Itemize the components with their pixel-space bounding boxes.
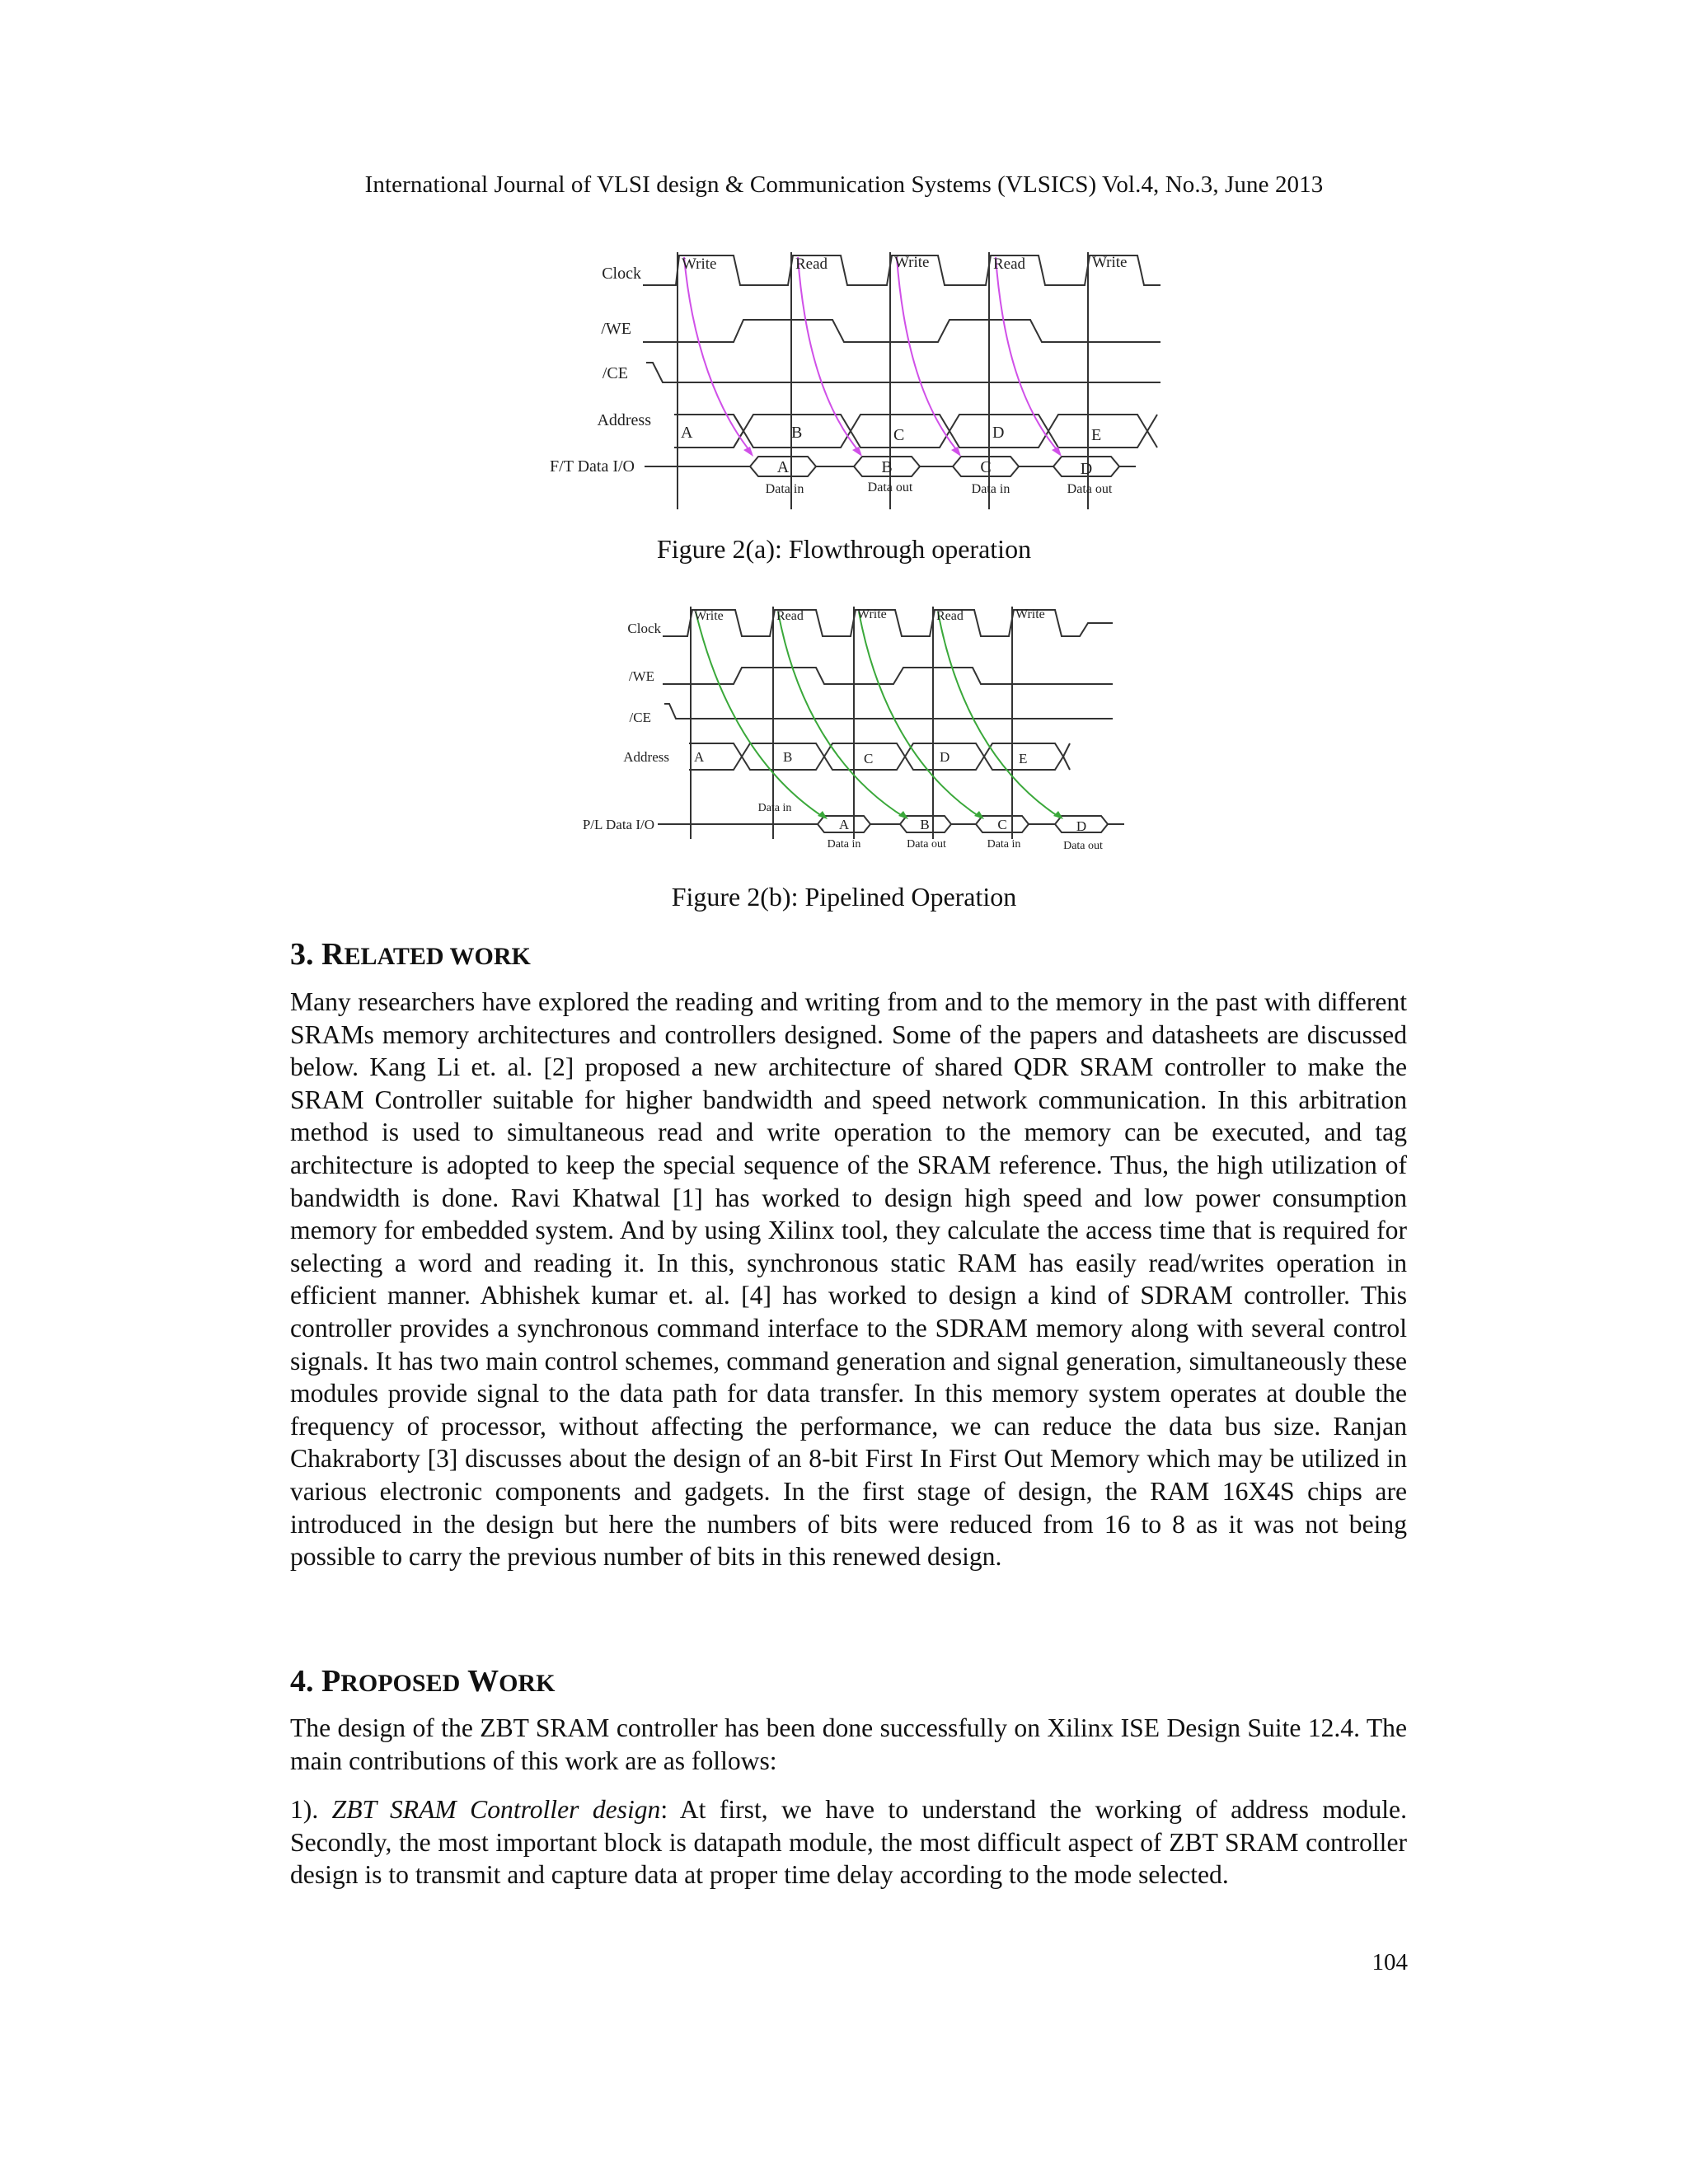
data-direction-label: Data in <box>987 838 1021 851</box>
figure-2b-timing-diagram <box>577 602 1137 857</box>
data-direction-label: Data out <box>1063 840 1103 852</box>
data-direction-label: Data out <box>907 838 946 851</box>
cycle-label: Write <box>857 607 887 621</box>
item-text: : At first, we have to understand the working of address module. Secondly, the most important block is datapath module, the most difficult aspect of ZBT SRAM controller design is to transmit and capture data at proper time delay according to the mode selected. <box>290 1795 1407 1890</box>
figure-2a-caption: Figure 2(a): Flowthrough operation <box>656 534 1032 564</box>
data-direction-label: Data in <box>827 838 861 851</box>
figure-2a-timing-diagram <box>528 246 1170 509</box>
data-cell-label: B <box>881 458 893 476</box>
signal-label-ce: /CE <box>629 710 651 725</box>
section-title-initial: P <box>321 1664 341 1699</box>
cycle-label: Read <box>936 609 964 623</box>
proposed-work-paragraph: The design of the ZBT SRAM controller has been done successfully on Xilinx ISE Design Suite 12.4. The main contributions of this work are as follows: <box>290 1713 1407 1775</box>
address-label: A <box>681 424 693 442</box>
signal-label-we: /WE <box>628 668 654 684</box>
cycle-label: Read <box>776 609 804 623</box>
data-direction-label: Data in <box>765 482 804 496</box>
section-3-heading <box>290 936 531 972</box>
signal-label-data-io: F/T Data I/O <box>550 457 635 476</box>
section-title-rest: ELATED WORK <box>344 943 531 970</box>
data-direction-label: Data out <box>867 480 913 494</box>
related-work-paragraph: Many researchers have explored the reading and writing from and to the memory in the past with different SRAMs memory architectures and controllers designed. Some of the papers and datasheets are discussed below. Kang Li et. al. [2] proposed a new architecture of shared QDR SRAM controller to make the SRAM Controller suitable for higher bandwidth and speed network communication. In this arbitration method is used to simultaneous read and write operation to the memory can be executed, and tag architecture is adopted to keep the special sequence of the SRAM reference. Thus, the high utilization of bandwidth is done. Ravi Khatwal [1] has worked to design high speed and low power consumption memory for embedded system. And by using Xilinx tool, they calculate the access time that is required for selecting a word and reading it. In this, synchronous static RAM has easily read/writes operation in efficient manner. Abhishek kumar et. al. [4] has worked to design a kind of SDRAM controller. This controller provides a synchronous command interface to the SDRAM memory along with several control signals. It has two main control schemes, command generation and signal generation, simultaneously these modules provide signal to the data path for data transfer. In this memory system operates at double the frequency of processor, without affecting the performance, we can reduce the data bus size. Ranjan Chakraborty [3] discusses about the design of an 8-bit First In First Out Memory which may be utilized in various electronic components and gadgets. In the first stage of design, the RAM 16X4S chips are introduced in the design but here the numbers of bits were reduced from 16 to 8 as it was not being possible to carry the previous number of bits in this renewed design. <box>290 987 1407 1572</box>
item-number: 1). <box>290 1795 319 1824</box>
section-title-part: ROPOSED <box>340 1670 461 1697</box>
address-label: E <box>1019 751 1028 766</box>
signal-label-clock: Clock <box>627 621 661 636</box>
section-4-heading <box>290 1663 555 1699</box>
section-number: 4. <box>290 1664 314 1699</box>
cycle-label: Read <box>993 255 1026 273</box>
address-label: B <box>791 424 803 442</box>
signal-label-we: /WE <box>601 320 631 338</box>
section-title-initial: W <box>467 1664 499 1699</box>
data-cell-label: C <box>997 817 1007 832</box>
address-label: D <box>940 749 950 765</box>
address-label: E <box>1091 426 1102 444</box>
running-header: International Journal of VLSI design & Communication Systems (VLSICS) Vol.4, No.3, June 2013 <box>364 171 1324 198</box>
signal-label-data-io: P/L Data I/O <box>582 817 654 832</box>
section-number: 3. <box>290 937 314 972</box>
address-label: D <box>992 424 1005 442</box>
address-label: C <box>893 426 905 444</box>
data-cell-label: D <box>1076 818 1087 834</box>
data-cell-label: D <box>1080 460 1093 478</box>
cycle-label: Write <box>682 255 717 273</box>
address-label: A <box>694 749 705 765</box>
pipeline-arrows <box>696 612 1060 818</box>
cycle-label: Write <box>894 254 930 271</box>
cycle-label: Write <box>694 609 724 623</box>
section-title-part: ORK <box>499 1670 556 1697</box>
address-label: C <box>864 751 874 766</box>
signal-label-address: Address <box>597 411 651 429</box>
signal-label-clock: Clock <box>602 265 641 283</box>
item-title: ZBT SRAM Controller design <box>331 1795 661 1824</box>
data-direction-label: Data in <box>971 482 1010 496</box>
data-direction-label: Data in <box>757 802 792 814</box>
data-cell-label: B <box>920 817 930 832</box>
data-cell-label: A <box>838 817 850 832</box>
page-number: 104 <box>1372 1949 1408 1975</box>
cycle-label: Read <box>795 255 828 273</box>
data-cell-label: A <box>776 458 790 476</box>
figure-2b-caption: Figure 2(b): Pipelined Operation <box>671 882 1017 912</box>
data-direction-label: Data out <box>1067 482 1113 496</box>
contribution-item-1 <box>290 1793 1407 1891</box>
cycle-label: Write <box>1015 607 1045 621</box>
signal-label-ce: /CE <box>602 364 628 382</box>
address-label: B <box>783 749 793 765</box>
cycle-label: Write <box>1092 254 1128 271</box>
signal-label-address: Address <box>623 749 669 765</box>
section-title-initial: R <box>321 937 345 972</box>
data-cell-label: C <box>980 458 992 476</box>
